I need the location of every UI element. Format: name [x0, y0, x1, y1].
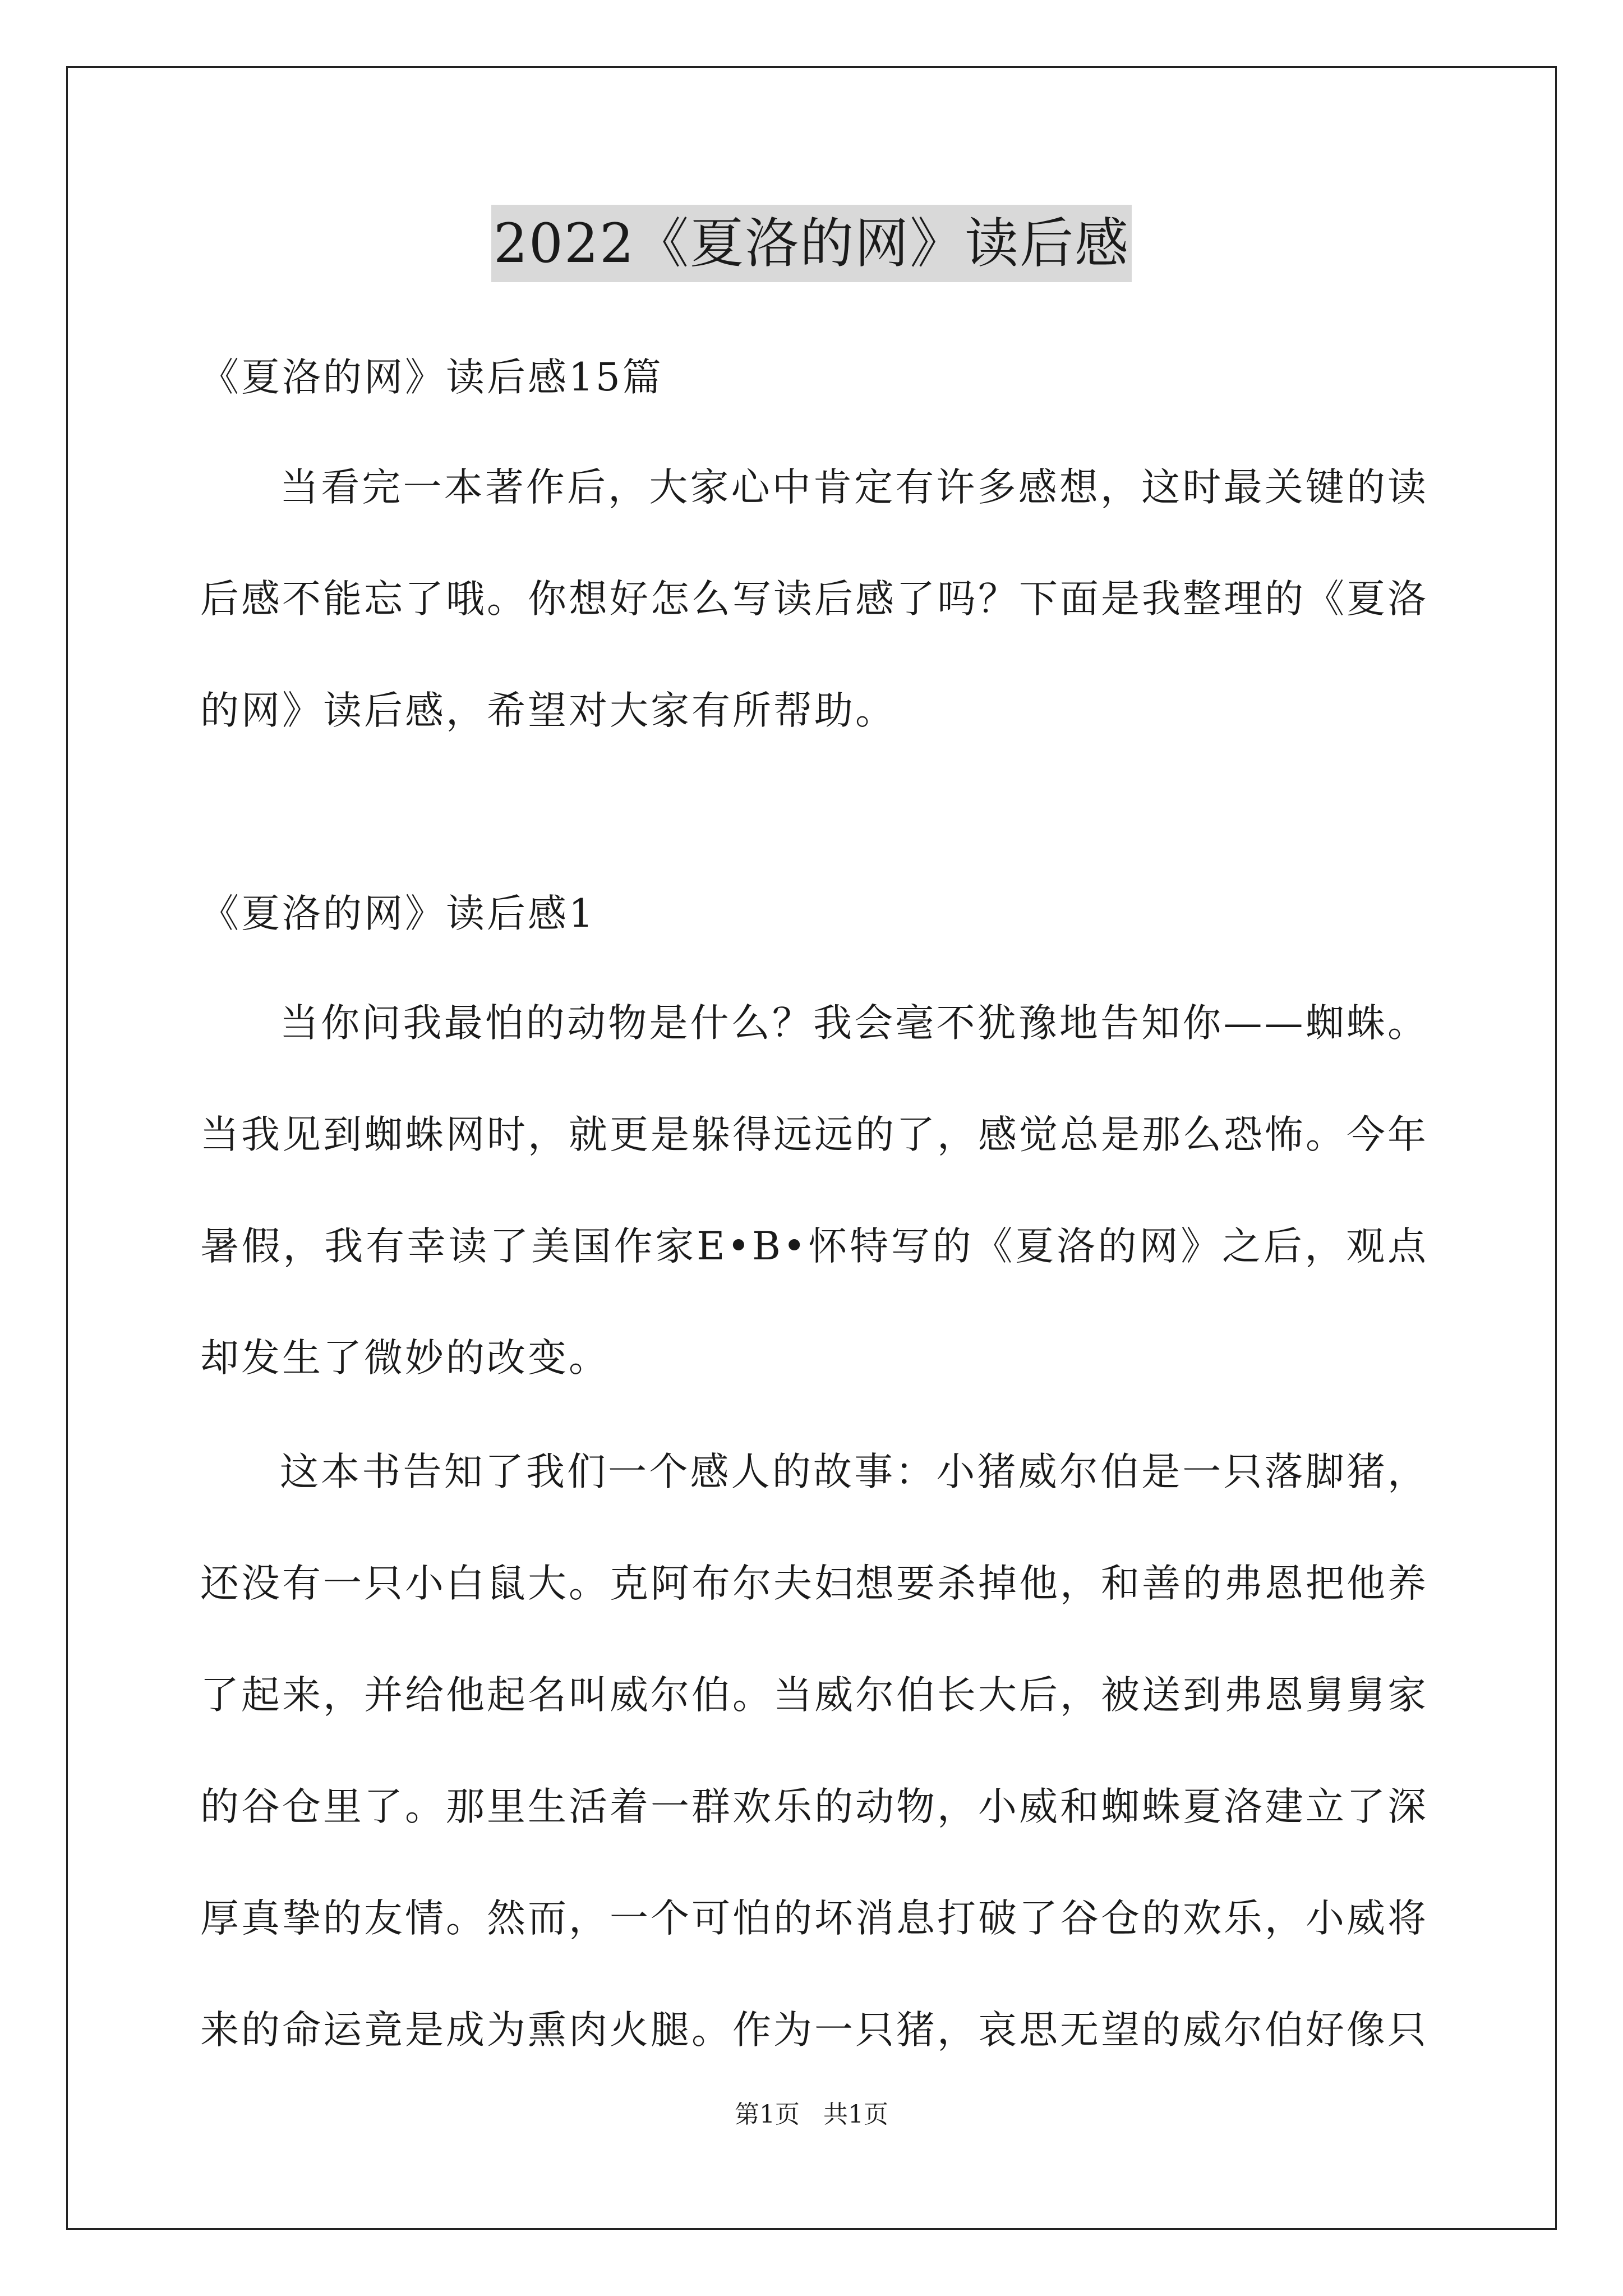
intro-paragraph: 当看完一本著作后，大家心中肯定有许多感想，这时最关键的读后感不能忘了哦。你想好怎么写读后感了吗？下面是我整理的《夏洛的网》读后感，希望对大家有所帮助。 — [200, 465, 1428, 733]
document-subtitle: 《夏洛的网》读后感15篇 — [200, 355, 663, 400]
body-paragraph-1: 当你问我最怕的动物是什么？我会毫不犹豫地告知你——蜘蛛。当我见到蜘蛛网时，就更是躲得远远的了，感觉总是那么恐怖。今年暑假，我有幸读了美国作家E•B•怀特写的《夏洛的网》之后，观点却发生了微妙的改变。 — [200, 1001, 1428, 1381]
document-title: 2022《夏洛的网》读后感 — [491, 205, 1132, 282]
section-heading: 《夏洛的网》读后感1 — [200, 891, 596, 936]
page-footer — [0, 2098, 1623, 2132]
body-paragraph-2: 这本书告知了我们一个感人的故事：小猪威尔伯是一只落脚猪，还没有一只小白鼠大。克阿布尔夫妇想要杀掉他，和善的弗恩把他养了起来，并给他起名叫威尔伯。当威尔伯长大后，被送到弗恩舅舅家的谷仓里了。那里生活着一群欢乐的动物，小威和蜘蛛夏洛建立了深厚真挚的友情。然而，一个可怕的坏消息打破了谷仓的欢乐，小威将来的命运竟是成为熏肉火腿。作为一只猪，哀思无望的威尔伯好像只 — [200, 1450, 1428, 2053]
title-container — [0, 205, 1623, 282]
page-number: 第1页 — [735, 2100, 800, 2129]
page-total: 共1页 — [823, 2100, 888, 2129]
